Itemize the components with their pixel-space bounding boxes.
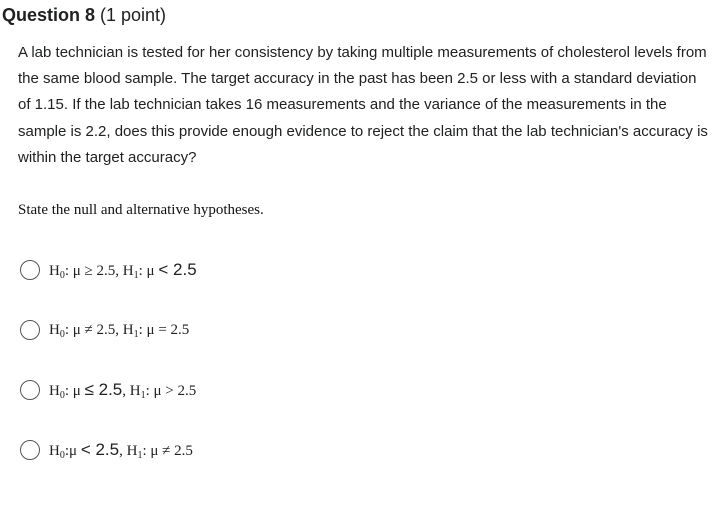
option-2-label: $H_0$: μ ≠ 2.5, $H_1$: μ = 2.5 xyxy=(49,321,190,340)
radio-button-3[interactable] xyxy=(20,380,40,400)
instruction-text: State the null and alternative hypotheses. xyxy=(18,202,264,218)
option-3-label: $H_0$: μ ≤ 2.5, $H_1$: μ > 2.5 xyxy=(49,379,197,401)
answer-option-2[interactable] xyxy=(20,318,189,342)
question-text: A lab technician is tested for her consistency by taking multiple measurements of cholesterol levels from the same blood sample. The target accuracy in the past has been 2.5 or less with a standard deviation of 1.15. If the lab technician takes 16 measurements and the variance of the measurements in the sample is 2.2, does this provide enough evidence to reject the claim that the lab technician's accuracy is within the target accuracy? xyxy=(18,44,708,166)
answer-option-1[interactable] xyxy=(20,258,197,282)
question-points: (1 point) xyxy=(95,5,167,25)
radio-button-1[interactable] xyxy=(20,260,40,280)
option-1-label: $H_0$: μ ≥ 2.5, $H_1$: μ < 2.5 xyxy=(49,259,197,281)
radio-button-2[interactable] xyxy=(20,320,40,340)
question-title: Question 8 xyxy=(2,5,96,25)
option-4-label: $H_0:\mu < 2.5$, $H_1$: μ ≠ 2.5 xyxy=(49,439,193,461)
answer-option-3[interactable] xyxy=(20,378,196,402)
answer-option-4[interactable] xyxy=(20,438,193,462)
radio-button-4[interactable] xyxy=(20,440,40,460)
question-header xyxy=(2,5,166,26)
